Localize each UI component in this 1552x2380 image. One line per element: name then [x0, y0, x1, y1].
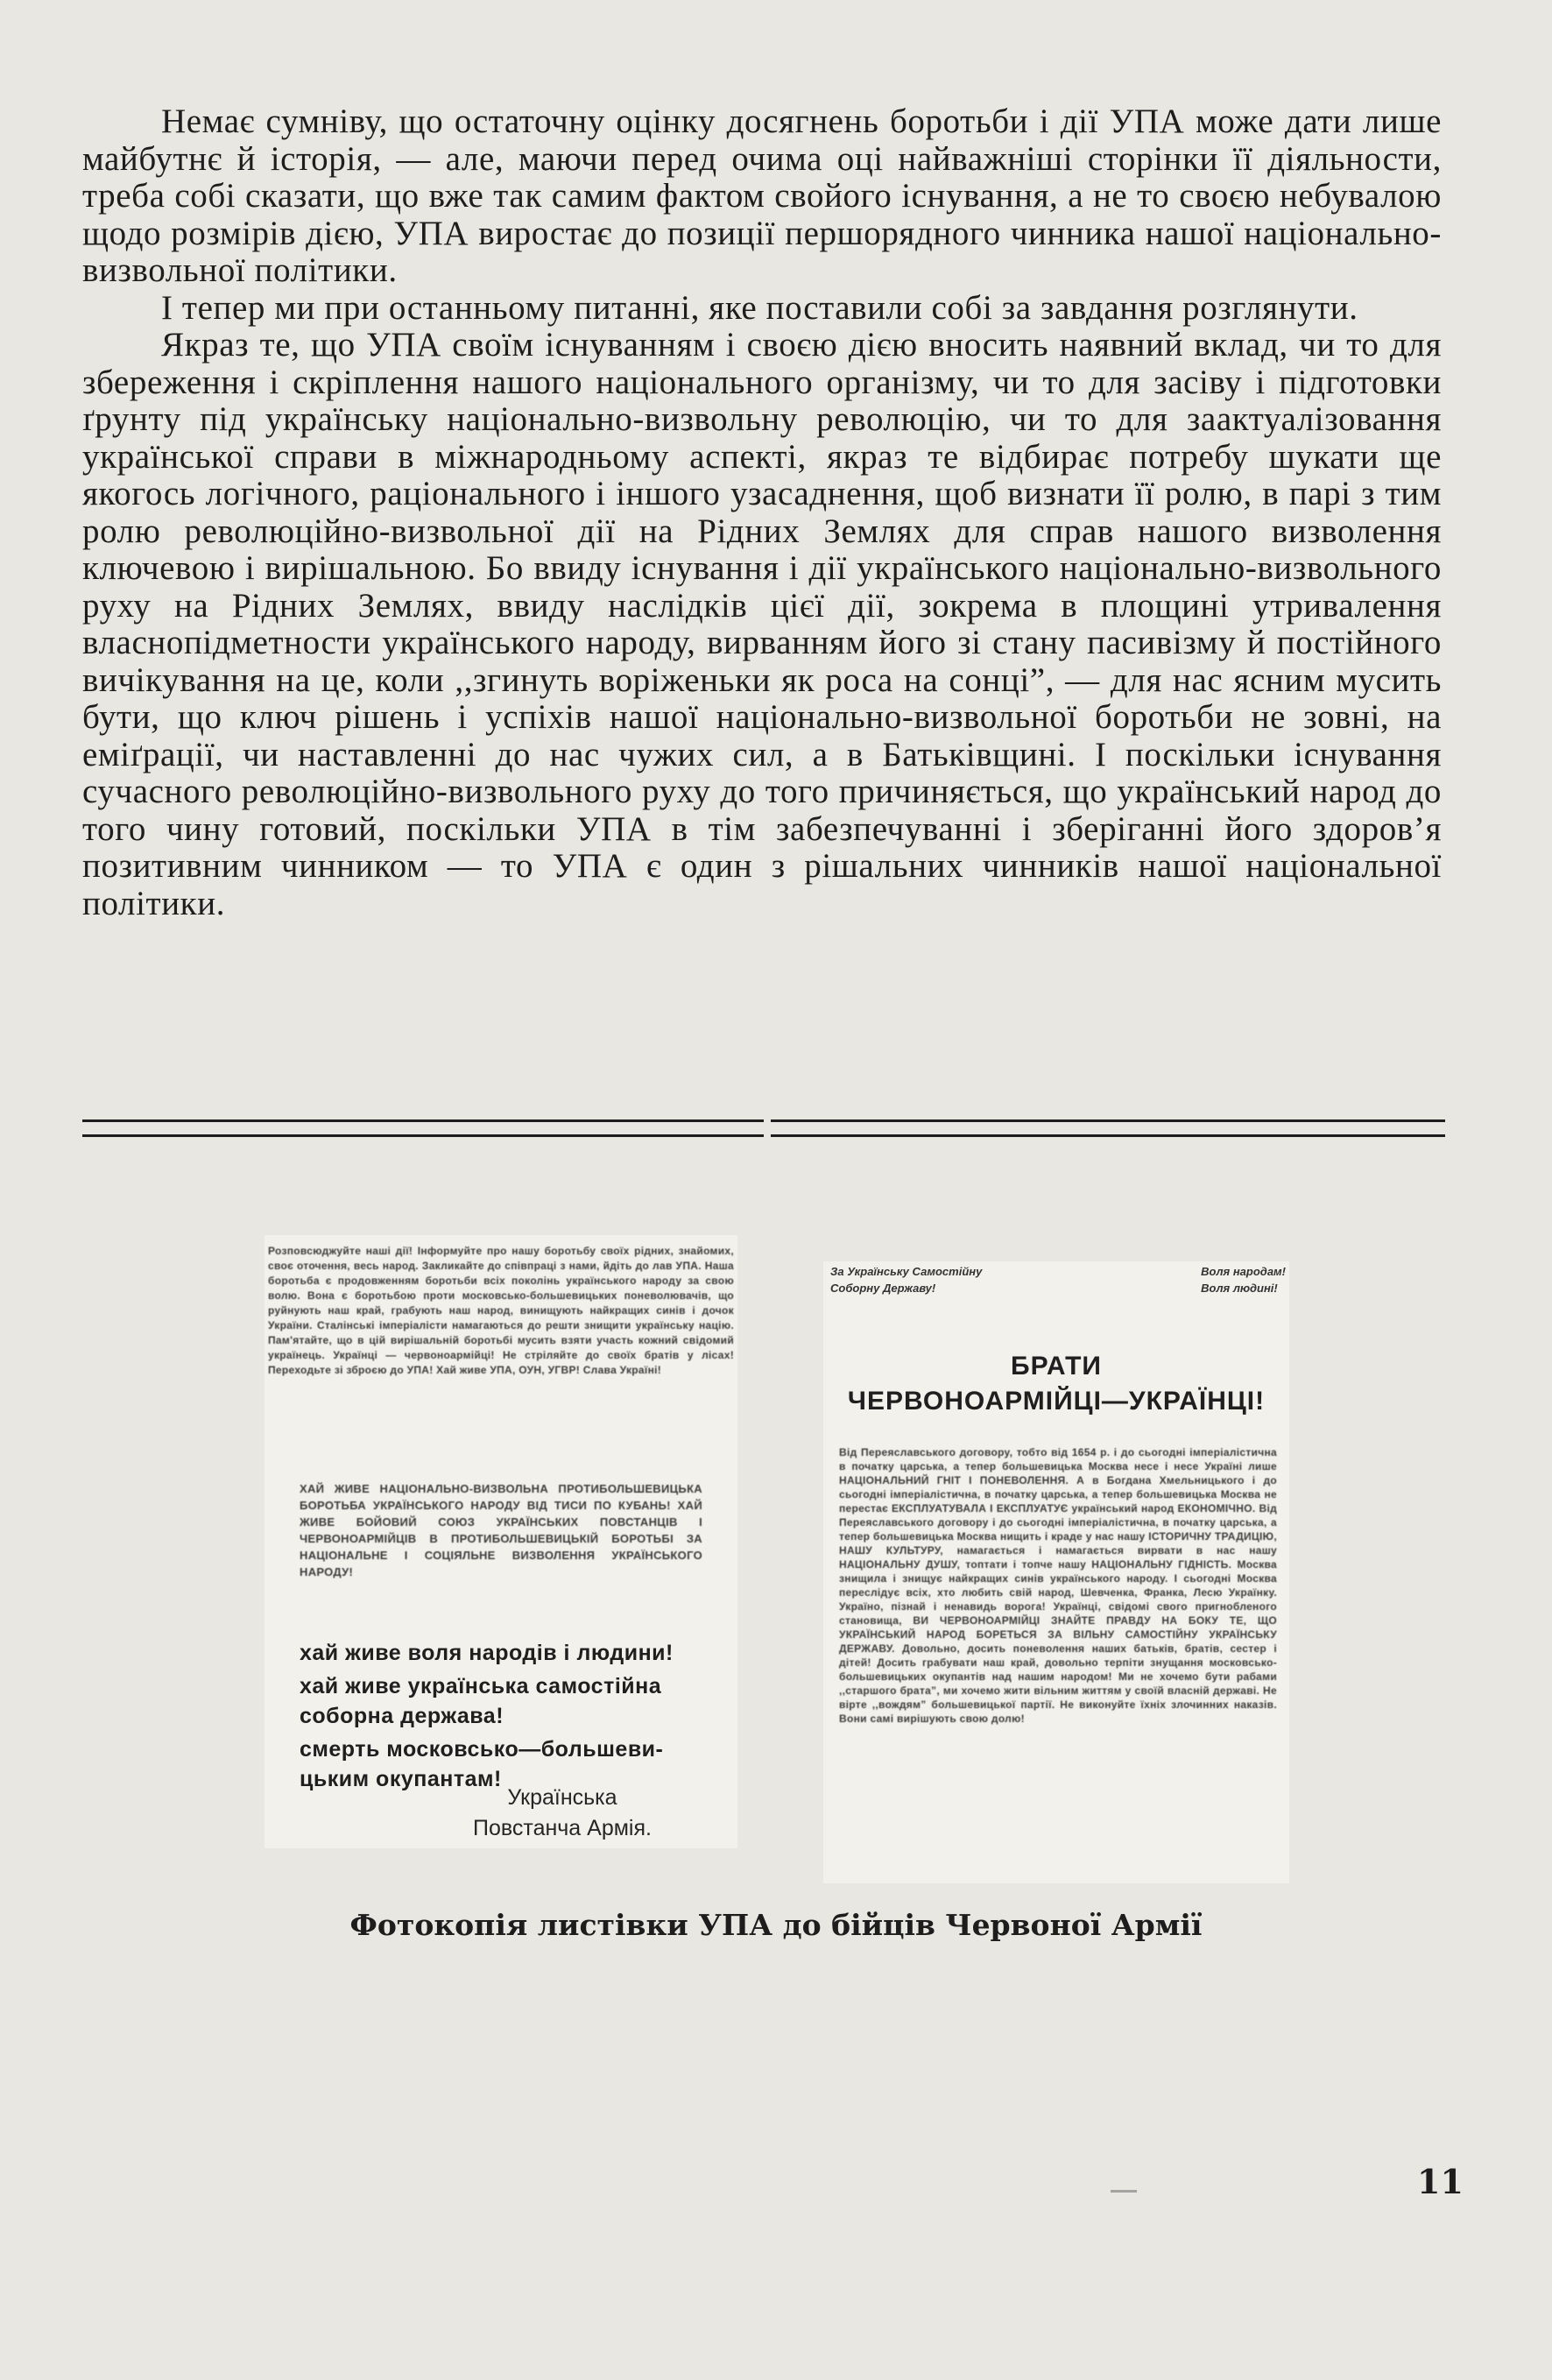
slogan-line: Воля людині! [1201, 1282, 1278, 1295]
article-paragraph: І тепер ми при останньому питанні, яке поставили собі за завдання розглянути. [161, 288, 1358, 327]
leaflet-left-slogan: соборна держава! [300, 1704, 504, 1728]
article-paragraph: Якраз те, що УПА своїм існуванням і своєю дією вносить наявний вклад, чи то для збереження і скріплення нашого національного організму, чи то для засіву і підготовки ґрунту під українську національно-визвольну революцію, чи то для заактуалізовання української справи в міжнародньому аспекті, якраз те відбирає потребу шукати ще якогось логічного, раціонального і іншого узасаднення, щоб визнати її ролю, в парі з тим ролю революційно-визвольної дії на Рідних Землях для справ нашого визволення ключевою і вирішальною. Бо ввиду існування і дії українського національно-визвольного руху на Рідних Землях, ввиду наслідків цієї дії, зокрема в площині утривалення власнопідметности українського народу, вирванням його зі стану пасивізму й постійного вичікування на це, коли ,,згинуть воріженьки як роса на сонці”, — для нас ясним мусить бути, що ключ рішень і успіхів нашої національно-визвольної боротьби не зовні, на еміґрації, чи наставленні до нас чужих сил, а в Батьківщині. І поскільки існування сучасного революційно-визвольного руху до того причиняється, що український народ до того чину готовий, поскільки УПА в тім забезпечуванні і зберіганні його здоров’я позитивним чинником — то УПА є один з рішальних чинників нашої національної політики. [82, 326, 1442, 922]
slogan-line: Соборну Державу! [830, 1282, 936, 1295]
heading-line: БРАТИ [1011, 1352, 1102, 1381]
slogan-line: За Українську Самостійну [830, 1265, 983, 1278]
slogan-line: Воля народам! [1201, 1265, 1286, 1278]
leaflet-right-photo [823, 1261, 1289, 1883]
leaflet-left-slogan: хай живе воля народів і людини! [300, 1641, 674, 1665]
leaflet-left-photo [265, 1235, 737, 1848]
leaflet-left-intro-text: Розповсюджуйте наші дії! Інформуйте про нашу боротьбу своїх рідних, знайомих, своє оточення, весь народ. Закликайте до співпраці з нами, йдіть до лав УПА. Наша боротьба є продовженням боротьби всіх поколінь українського народу за свою волю. Вона є боротьбою проти московсько-большевицьких поневолювачів, що руйнують наш край, грабують наш народ, винищують найкращих синів і дочок України. Сталінські імперіалісти намагаються до решти знищити українську націю. Пам'ятайте, що в цій вирішальній боротьбі мусить взяти участь кожний свідомий українець. Українці — червоноармійці! Не стріляйте до своїх братів у лісах! Переходьте зі зброєю до УПА! Хай живе УПА, ОУН, УГВР! Слава Україні! [268, 1245, 734, 1376]
leaflet-right-top-right-slogan [1201, 1263, 1286, 1296]
article-paragraph: Немає сумніву, що остаточну оцінку досягнень боротьби і дії УПА може дати лише майбутнє й історія, — але, маючи перед очима оці найважніші сторінки її діяльности, треба собі сказати, що вже так самим фактом свойого існування, а не то своєю небувалою щодо розмірів дією, УПА виростає до позиції першорядного чинника нашої національно-визвольної політики. [82, 102, 1442, 289]
leaflet-left-slogan: цьким окупантам! [300, 1767, 502, 1791]
leaflet-right-body-text: Від Переяславського договору, тобто від 1654 р. і до сьогодні імперіалістична в початку царська, а тепер большевицька Москва несе і несе Україні лише НАЦІОНАЛЬНИЙ ГНІТ І ПОНЕВОЛЕННЯ. А в Богдана Хмельницького і до сьогодні імперіалістична, в початку царська, а тепер большевицька Москва не перестає ЕКСПЛУАТУВАЛА І ЕКСПЛУАТУЄ український народ ЕКОНОМІЧНО. Від Переяславського договору і до сьогодні імперіалістична, в початку царська, а тепер большевицька Москва нищить і краде у нас нашу ІСТОРИЧНУ ТРАДИЦІЮ, НАШУ КУЛЬТУРУ, намагається і намагається вирвати в нас нашу НАЦІОНАЛЬНУ ДУШУ, топтати і топче нашу НАЦІОНАЛЬНУ ГІДНІСТЬ. Москва знищила і знищує найкращих синів українського народу. І сьогодні Москва переслідує всіх, хто любить свій народ, Шевченка, Франка, Лесю Українку. Україно, пізнай і ненавидь ворога! Українці, свідомі свого пригнобленого становища, ВИ ЧЕРВОНОАРМІЙЦІ ЗНАЙТЕ ПРАВДУ НА БОКУ ТЕ, ЩО УКРАЇНСЬКИЙ НАРОД БОРЕТЬСЯ ЗА ВІЛЬНУ САМОСТІЙНУ УКРАЇНСЬКУ ДЕРЖАВУ. Довольно, досить поневолення наших батьків, братів, сестер і дітей! Досить грабувати наш край, довольно терпіти знущання московсько-большевицьких окупантів над нашим народом! Ми не хочемо бути рабами ,,старшого брата”, ми хочемо жити вільним життям у своїй власній державі. Не вірте ,,вождям” большевицької партії. Не виконуйте їхніх злочинних наказів. Вони самі вирішують свою долю! [839, 1446, 1277, 1725]
leaflet-left-signature [431, 1783, 694, 1844]
heading-line: ЧЕРВОНОАРМІЙЦІ—УКРАЇНЦІ! [847, 1387, 1266, 1416]
photo-caption: Фотокопія листівки УПА до бійців Червоної Армії [349, 1908, 1203, 1942]
page-number: 11 [1417, 2162, 1464, 2201]
double-rule-right [771, 1119, 1445, 1137]
leaflet-left-slogan: хай живе українська самостійна [300, 1674, 662, 1698]
signature-line: Українська [507, 1785, 617, 1810]
signature-line: Повстанча Армія. [473, 1816, 652, 1840]
leaflet-right-top-left-slogan [830, 1263, 982, 1296]
print-smudge [1111, 2190, 1137, 2193]
leaflet-right-heading [823, 1349, 1289, 1419]
article-body [82, 103, 1442, 922]
double-rule-left [82, 1119, 764, 1137]
leaflet-left-caps-slogan: ХАЙ ЖИВЕ НАЦІОНАЛЬНО-ВИЗВОЛЬНА ПРОТИБОЛЬШЕВИЦЬКА БОРОТЬБА УКРАЇНСЬКОГО НАРОДУ ВІД ТИСИ ПО КУБАНЬ! ХАЙ ЖИВЕ БОЙОВИЙ СОЮЗ УКРАЇНСЬКИХ ПОВСТАНЦІВ І ЧЕРВОНОАРМІЙЦІВ В ПРОТИБОЛЬШЕВИЦЬКІЙ БОРОТЬБІ ЗА НАЦІОНАЛЬНЕ І СОЦІЯЛЬНЕ ВИЗВОЛЕННЯ УКРАЇНСЬКОГО НАРОДУ! [300, 1482, 702, 1578]
leaflet-left-slogan: смерть московсько—большеви- [300, 1737, 664, 1762]
